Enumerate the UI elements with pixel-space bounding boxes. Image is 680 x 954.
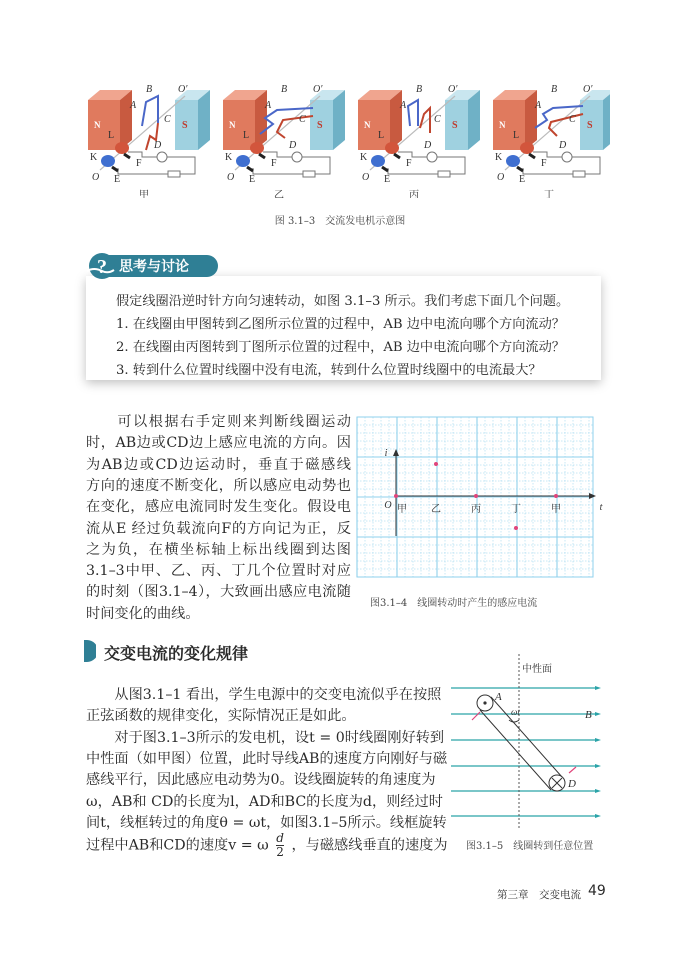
n-pole-label: N xyxy=(94,120,101,130)
x-axis-label: t xyxy=(599,502,603,513)
generator-figure xyxy=(80,78,610,198)
field-b-label: B xyxy=(585,709,592,721)
neutral-plane-label: 中性面 xyxy=(522,664,552,675)
footer-chapter: 第三章 交变电流 xyxy=(497,889,581,901)
fraction-numerator: d xyxy=(276,831,284,845)
point-label-c: C xyxy=(299,114,306,125)
origin-label: O xyxy=(384,500,392,511)
point-label-b: B xyxy=(551,84,558,95)
panel-label: 乙 xyxy=(274,190,284,198)
point-label-f: F xyxy=(541,158,547,169)
panel-label: 甲 xyxy=(139,190,149,198)
s-pole-label: S xyxy=(587,120,593,131)
coil-position-figure xyxy=(445,650,610,835)
point-label-d: D xyxy=(154,140,162,151)
figure-3-1-4-caption: 图3.1–4 线圈转动时产生的感应电流 xyxy=(370,598,538,609)
point-label-e: E xyxy=(114,174,121,185)
coil-side-ab xyxy=(408,100,418,126)
data-point xyxy=(434,462,438,466)
galvanometer-icon xyxy=(157,152,167,162)
velocity-text: 过程中AB和CD的速度v = ω xyxy=(86,837,269,854)
slip-ring-k xyxy=(236,155,250,167)
n-pole-label: N xyxy=(229,120,236,130)
slip-ring-l xyxy=(520,142,534,154)
point-label-l: L xyxy=(513,130,520,141)
galvanometer-icon xyxy=(427,152,437,162)
coil-frame xyxy=(480,697,562,790)
point-label-b: B xyxy=(416,84,423,95)
resistor-icon xyxy=(438,171,450,177)
text-line: 时，AB边或CD边上感应电流的方向。因 xyxy=(86,435,351,452)
angle-arc xyxy=(509,720,519,722)
n-pole-label: N xyxy=(499,120,506,130)
point-label-o: O xyxy=(497,172,505,183)
point-label-o: O xyxy=(227,172,235,183)
coil-side-cd xyxy=(549,114,583,136)
data-point xyxy=(474,494,478,498)
discussion-line: 假定线圈沿逆时针方向匀速转动，如图 3.1–3 所示。我们考虑下面几个问题。 xyxy=(116,294,570,309)
data-point xyxy=(394,494,398,498)
velocity-arrow xyxy=(472,712,576,773)
point-label-a: A xyxy=(265,100,272,111)
slip-ring-l xyxy=(115,142,129,154)
slip-ring-k xyxy=(506,155,520,167)
current-graph xyxy=(350,410,610,620)
point-label-l: L xyxy=(108,130,115,141)
page-number: 49 xyxy=(588,883,606,899)
velocity-line xyxy=(86,832,448,859)
text-line: 感线平行，因此感应电动势为0。设线圈旋转的角速度为 xyxy=(86,772,436,789)
point-label-o: O xyxy=(362,172,370,183)
fraction-denominator: 2 xyxy=(276,845,284,859)
text-line: 间t，线框转过的角度θ = ωt，如图3.1–5所示。线框旋转 xyxy=(86,814,447,831)
text-line: 中性面（如甲图）位置，此时导线AB的速度方向刚好与磁 xyxy=(86,750,448,767)
x-tick-label: 甲 xyxy=(551,504,561,515)
galvanometer-icon xyxy=(562,152,572,162)
figure-3-1-5-caption: 图3.1–5 线圈转到任意位置 xyxy=(466,841,594,852)
point-label-k: K xyxy=(360,152,368,163)
svg-text:?: ? xyxy=(97,256,107,278)
x-tick-label: 乙 xyxy=(431,504,441,515)
text-line: 流从E 经过负载流向F的方向记为正，反 xyxy=(86,520,351,537)
point-label-k: K xyxy=(495,152,503,163)
point-label-f: F xyxy=(271,158,277,169)
point-label-e: E xyxy=(519,174,526,185)
text-line: 在变化，感应电流同时发生变化。假设电 xyxy=(86,499,351,516)
text-line: ω，AB和 CD的长度为l，AD和BC的长度为d，则经过时 xyxy=(86,793,443,810)
discussion-line: 3. 转到什么位置时线圈中没有电流，转到什么位置时线圈中的电流最大？ xyxy=(116,363,542,378)
generator-panel xyxy=(223,84,345,198)
point-label-b: B xyxy=(281,84,288,95)
text-line: 对于图3.1–3所示的发电机，设t = 0时线圈刚好转到 xyxy=(86,729,445,746)
resistor-icon xyxy=(573,171,585,177)
point-label-c: C xyxy=(164,114,171,125)
point-label-c: C xyxy=(569,114,576,125)
section-title: 交变电流的变化规律 xyxy=(104,644,249,663)
point-label-o: O xyxy=(92,172,100,183)
discussion-line: 1. 在线圈由甲图转到乙图所示位置的过程中，AB 边中电流向哪个方向流动？ xyxy=(116,317,565,332)
point-label-a: A xyxy=(130,100,137,111)
x-tick-label: 丙 xyxy=(471,504,481,515)
point-label-a: A xyxy=(535,100,542,111)
text-line: 方向的速度不断变化，所以感应电动势也 xyxy=(86,477,351,494)
coil-side-ab xyxy=(535,106,583,128)
point-label-c: C xyxy=(434,114,441,125)
text-line: 的时刻（图3.1–4），大致画出感应电流随 xyxy=(86,584,351,601)
point-label-o-prime: O′ xyxy=(313,84,323,95)
s-pole-label: S xyxy=(182,120,188,131)
text-line: 之为负，在横坐标轴上标出线圈到达图 xyxy=(86,541,351,558)
point-label-f: F xyxy=(406,158,412,169)
point-label-e: E xyxy=(384,174,391,185)
coil-side-cd xyxy=(420,108,430,133)
s-pole-label: S xyxy=(317,120,323,131)
point-label-d: D xyxy=(289,140,297,151)
galvanometer-icon xyxy=(292,152,302,162)
point-label-k: K xyxy=(225,152,233,163)
text-line: 从图3.1–1 看出，学生电源中的交变电流似乎在按照 xyxy=(86,687,442,703)
resistor-icon xyxy=(168,171,180,177)
slip-ring-k xyxy=(371,155,385,167)
point-label-d: D xyxy=(424,140,432,151)
x-tick-label: 丁 xyxy=(511,504,521,515)
text-line: 3.1–3中甲、乙、丙、丁几个位置时对应 xyxy=(86,563,351,580)
angle-label: ωt xyxy=(511,707,520,717)
point-label-o-prime: O′ xyxy=(583,84,593,95)
panel-label: 丁 xyxy=(544,190,554,198)
y-axis-label: i xyxy=(384,448,388,459)
resistor-icon xyxy=(303,171,315,177)
text-line: 时间变化的曲线。 xyxy=(86,605,200,622)
text-line: 可以根据右手定则来判断线圈运动 xyxy=(86,414,351,430)
point-label-b: B xyxy=(146,84,153,95)
x-tick-label: 甲 xyxy=(397,504,407,515)
data-point xyxy=(554,494,558,498)
figure-3-1-3-caption: 图 3.1–3 交流发电机示意图 xyxy=(274,216,406,227)
section-marker xyxy=(84,640,96,662)
point-label-l: L xyxy=(378,130,385,141)
point-label-o-prime: O′ xyxy=(178,84,188,95)
discussion-line: 2. 在线圈由丙图转到丁图所示位置的过程中，AB 边中电流向哪个方向流动？ xyxy=(116,340,565,355)
point-d-label: D xyxy=(568,778,576,790)
text-line: 正弦函数的规律变化，实际情况正是如此。 xyxy=(86,708,356,725)
discussion-title: 思考与讨论 xyxy=(119,259,189,275)
generator-panel xyxy=(493,84,610,198)
point-label-a: A xyxy=(400,100,407,111)
coil-side-cd xyxy=(277,116,313,138)
slip-ring-l xyxy=(385,142,399,154)
point-label-e: E xyxy=(249,174,256,185)
velocity-text-after: ，与磁感线垂直的速度为 xyxy=(291,837,448,854)
data-point xyxy=(514,526,518,530)
slip-ring-l xyxy=(250,142,264,154)
point-label-l: L xyxy=(243,130,250,141)
fraction xyxy=(276,832,284,859)
text-line: 为AB边或CD边运动时，垂直于磁感线 xyxy=(86,456,351,473)
point-label-f: F xyxy=(136,158,142,169)
generator-panel xyxy=(88,84,210,198)
slip-ring-k xyxy=(101,155,115,167)
n-pole-label: N xyxy=(364,120,371,130)
panel-label: 丙 xyxy=(409,190,419,198)
s-pole-label: S xyxy=(452,120,458,131)
point-a-label: A xyxy=(495,691,502,703)
point-label-k: K xyxy=(90,152,98,163)
discussion-box xyxy=(86,276,601,380)
generator-panel xyxy=(358,84,480,198)
point-label-o-prime: O′ xyxy=(448,84,458,95)
point-label-d: D xyxy=(559,140,567,151)
